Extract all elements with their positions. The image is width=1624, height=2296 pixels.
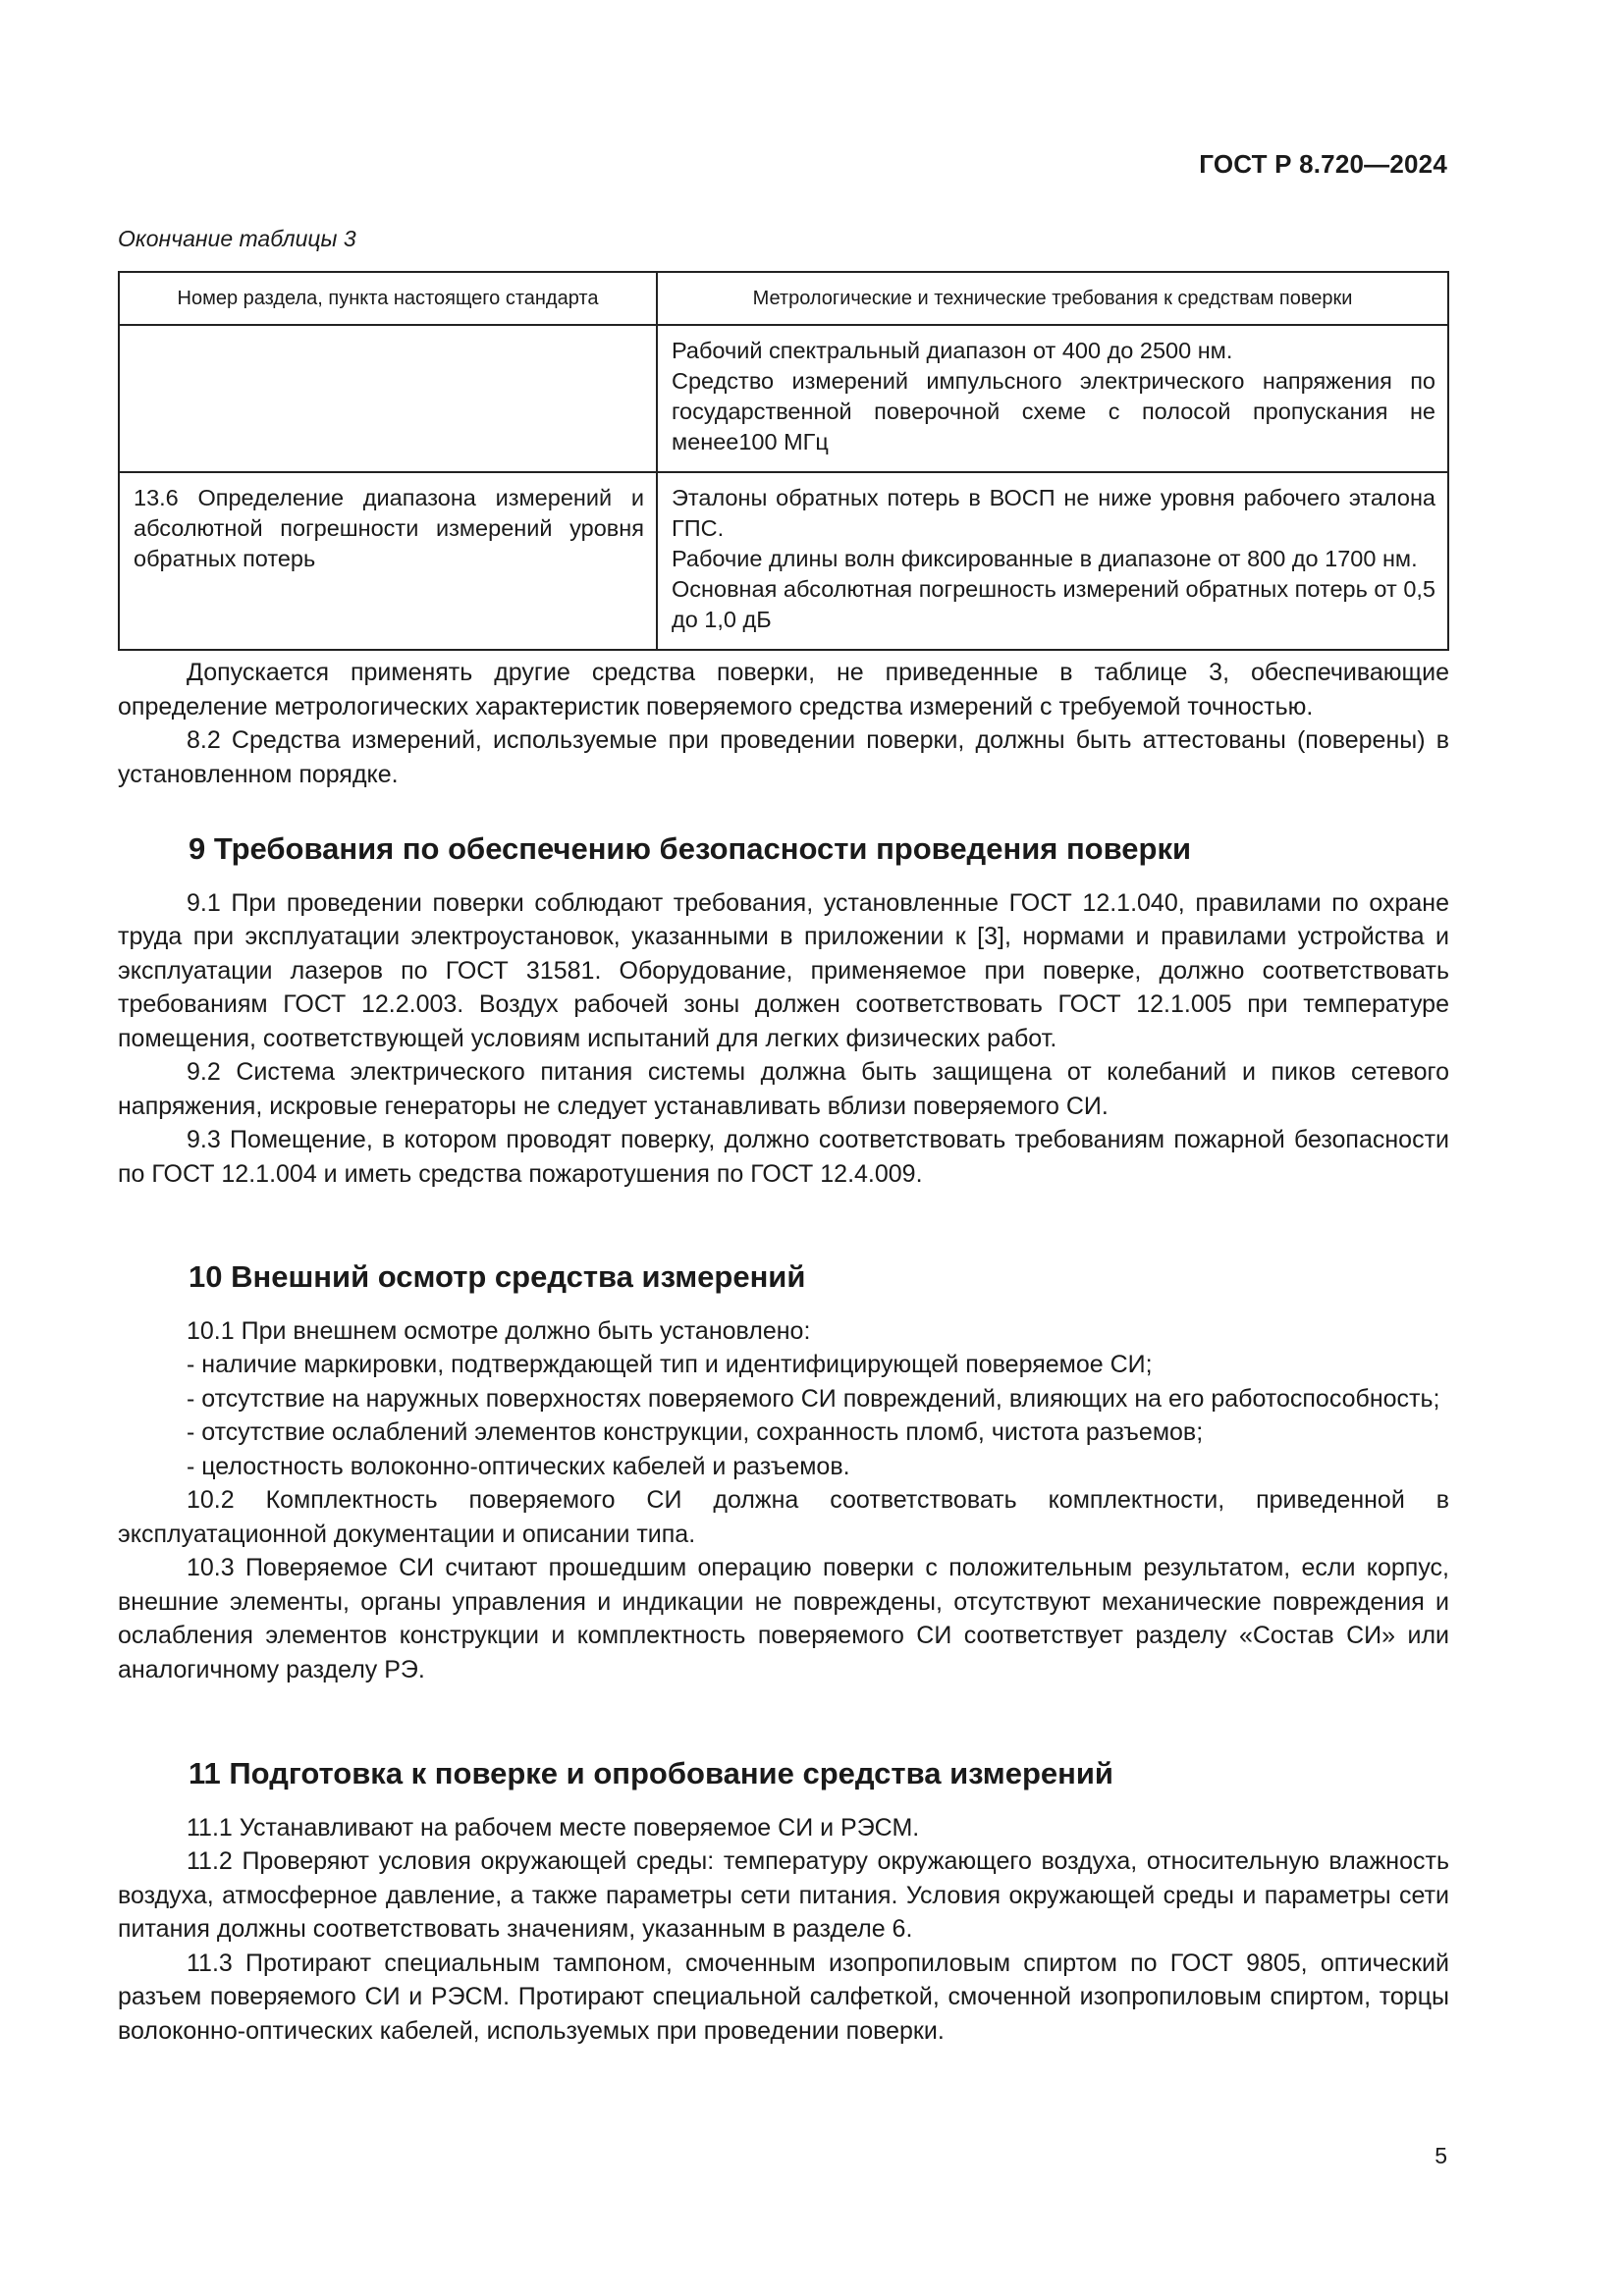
paragraph: 8.2 Средства измерений, используемые при проведении поверки, должны быть аттестованы (поверены) в установленном порядке. (118, 726, 1449, 788)
requirement-line: Основная абсолютная погрешность измерений обратных потерь от 0,5 до 1,0 дБ (672, 576, 1435, 632)
section-heading: 10 Внешний осмотр средства измерений (189, 1259, 806, 1294)
list-item: - отсутствие на наружных поверхностях поверяемого СИ повреждений, влияющих на его работоспособность; (187, 1384, 1440, 1413)
paragraph: 10.3 Поверяемое СИ считают прошедшим операцию поверки с положительным результатом, если корпус, внешние элементы, органы управления и индикации не повреждены, отсутствуют механические повреждения и ослабления элементов конструкции и комплектность поверяемого СИ соответствует разделу «Состав СИ» или аналогичному разделу РЭ. (118, 1554, 1449, 1683)
after-table-text (118, 656, 1449, 791)
table-caption: Окончание таблицы 3 (118, 226, 356, 251)
paragraph: 9.3 Помещение, в котором проводят поверку, должно соответствовать требованиям пожарной безопасности по ГОСТ 12.1.004 и иметь средства пожаротушения по ГОСТ 12.4.009. (118, 1126, 1449, 1188)
section-heading: 9 Требования по обеспечению безопасности проведения поверки (189, 831, 1192, 866)
paragraph: 11.2 Проверяют условия окружающей среды: температуру окружающего воздуха, относительную влажность воздуха, атмосферное давление, а также параметры сети питания. Условия окружающей среды и параметры сети питания должны соответствовать значениям, указанным в разделе 6. (118, 1847, 1449, 1943)
section-10 (118, 1260, 1449, 1686)
column-header-section: Номер раздела, пункта настоящего стандарта (119, 272, 657, 325)
requirement-line: Средство измерений импульсного электрического напряжения по государственной поверочной схеме с полосой пропускания не менее100 МГц (672, 368, 1435, 454)
table-cell-requirements (657, 325, 1448, 472)
requirement-line: Рабочий спектральный диапазон от 400 до 2500 нм. (672, 338, 1233, 363)
paragraph: 10.1 При внешнем осмотре должно быть установлено: (187, 1316, 811, 1345)
paragraph: 9.2 Система электрического питания системы должна быть защищена от колебаний и пиков сетевого напряжения, искровые генераторы не следует устанавливать вблизи поверяемого СИ. (118, 1058, 1449, 1120)
requirement-line: Эталоны обратных потерь в ВОСП не ниже уровня рабочего эталона ГПС. (672, 485, 1435, 541)
paragraph: 11.3 Протирают специальным тампоном, смоченным изопропиловым спиртом по ГОСТ 9805, оптический разъем поверяемого СИ и РЭСМ. Протирают специальной салфеткой, смоченной изопропиловым спиртом, торцы волоконно-оптических кабелей, используемых при проведении поверки. (118, 1949, 1449, 2045)
column-header-requirements: Метрологические и технические требования к средствам поверки (657, 272, 1448, 325)
requirements-table (118, 271, 1449, 651)
list-item: - наличие маркировки, подтверждающей тип и идентифицирующей поверяемое СИ; (187, 1351, 1153, 1378)
table-cell-section (119, 325, 657, 472)
document-code: ГОСТ Р 8.720—2024 (1199, 149, 1447, 179)
section-9 (118, 832, 1449, 1191)
section-heading: 11 Подготовка к поверке и опробование средства измерений (189, 1756, 1113, 1790)
paragraph: 11.1 Устанавливают на рабочем месте поверяемое СИ и РЭСМ. (187, 1813, 920, 1842)
table-row (119, 325, 1448, 472)
section-11 (118, 1757, 1449, 2048)
list-item: - отсутствие ослаблений элементов конструкции, сохранность пломб, чистота разъемов; (187, 1418, 1204, 1446)
requirement-line: Рабочие длины волн фиксированные в диапазоне от 800 до 1700 нм. (672, 546, 1418, 571)
table-cell-section: 13.6 Определение диапазона измерений и абсолютной погрешности измерений уровня обратных потерь (119, 472, 657, 650)
table-row (119, 472, 1448, 650)
list-item: - целостность волоконно-оптических кабелей и разъемов. (187, 1452, 850, 1480)
table-header-row (119, 272, 1448, 325)
paragraph: 10.2 Комплектность поверяемого СИ должна соответствовать комплектности, приведенной в эксплуатационной документации и описании типа. (118, 1486, 1449, 1548)
page-number: 5 (1435, 2143, 1447, 2168)
paragraph: 9.1 При проведении поверки соблюдают требования, установленные ГОСТ 12.1.040, правилами по охране труда при эксплуатации электроустановок, указанными в приложении к [3], нормами и правилами устройства и эксплуатации лазеров по ГОСТ 31581. Оборудование, применяемое при поверке, должно соответствовать требованиям ГОСТ 12.2.003. Воздух рабочей зоны должен соответствовать ГОСТ 12.1.005 при температуре помещения, соответствующей условиям испытаний для легких физических работ. (118, 888, 1449, 1052)
paragraph: Допускается применять другие средства поверки, не приведенные в таблице 3, обеспечивающие определение метрологических характеристик поверяемого средства измерений с требуемой точностью. (118, 659, 1449, 721)
table-cell-requirements (657, 472, 1448, 650)
